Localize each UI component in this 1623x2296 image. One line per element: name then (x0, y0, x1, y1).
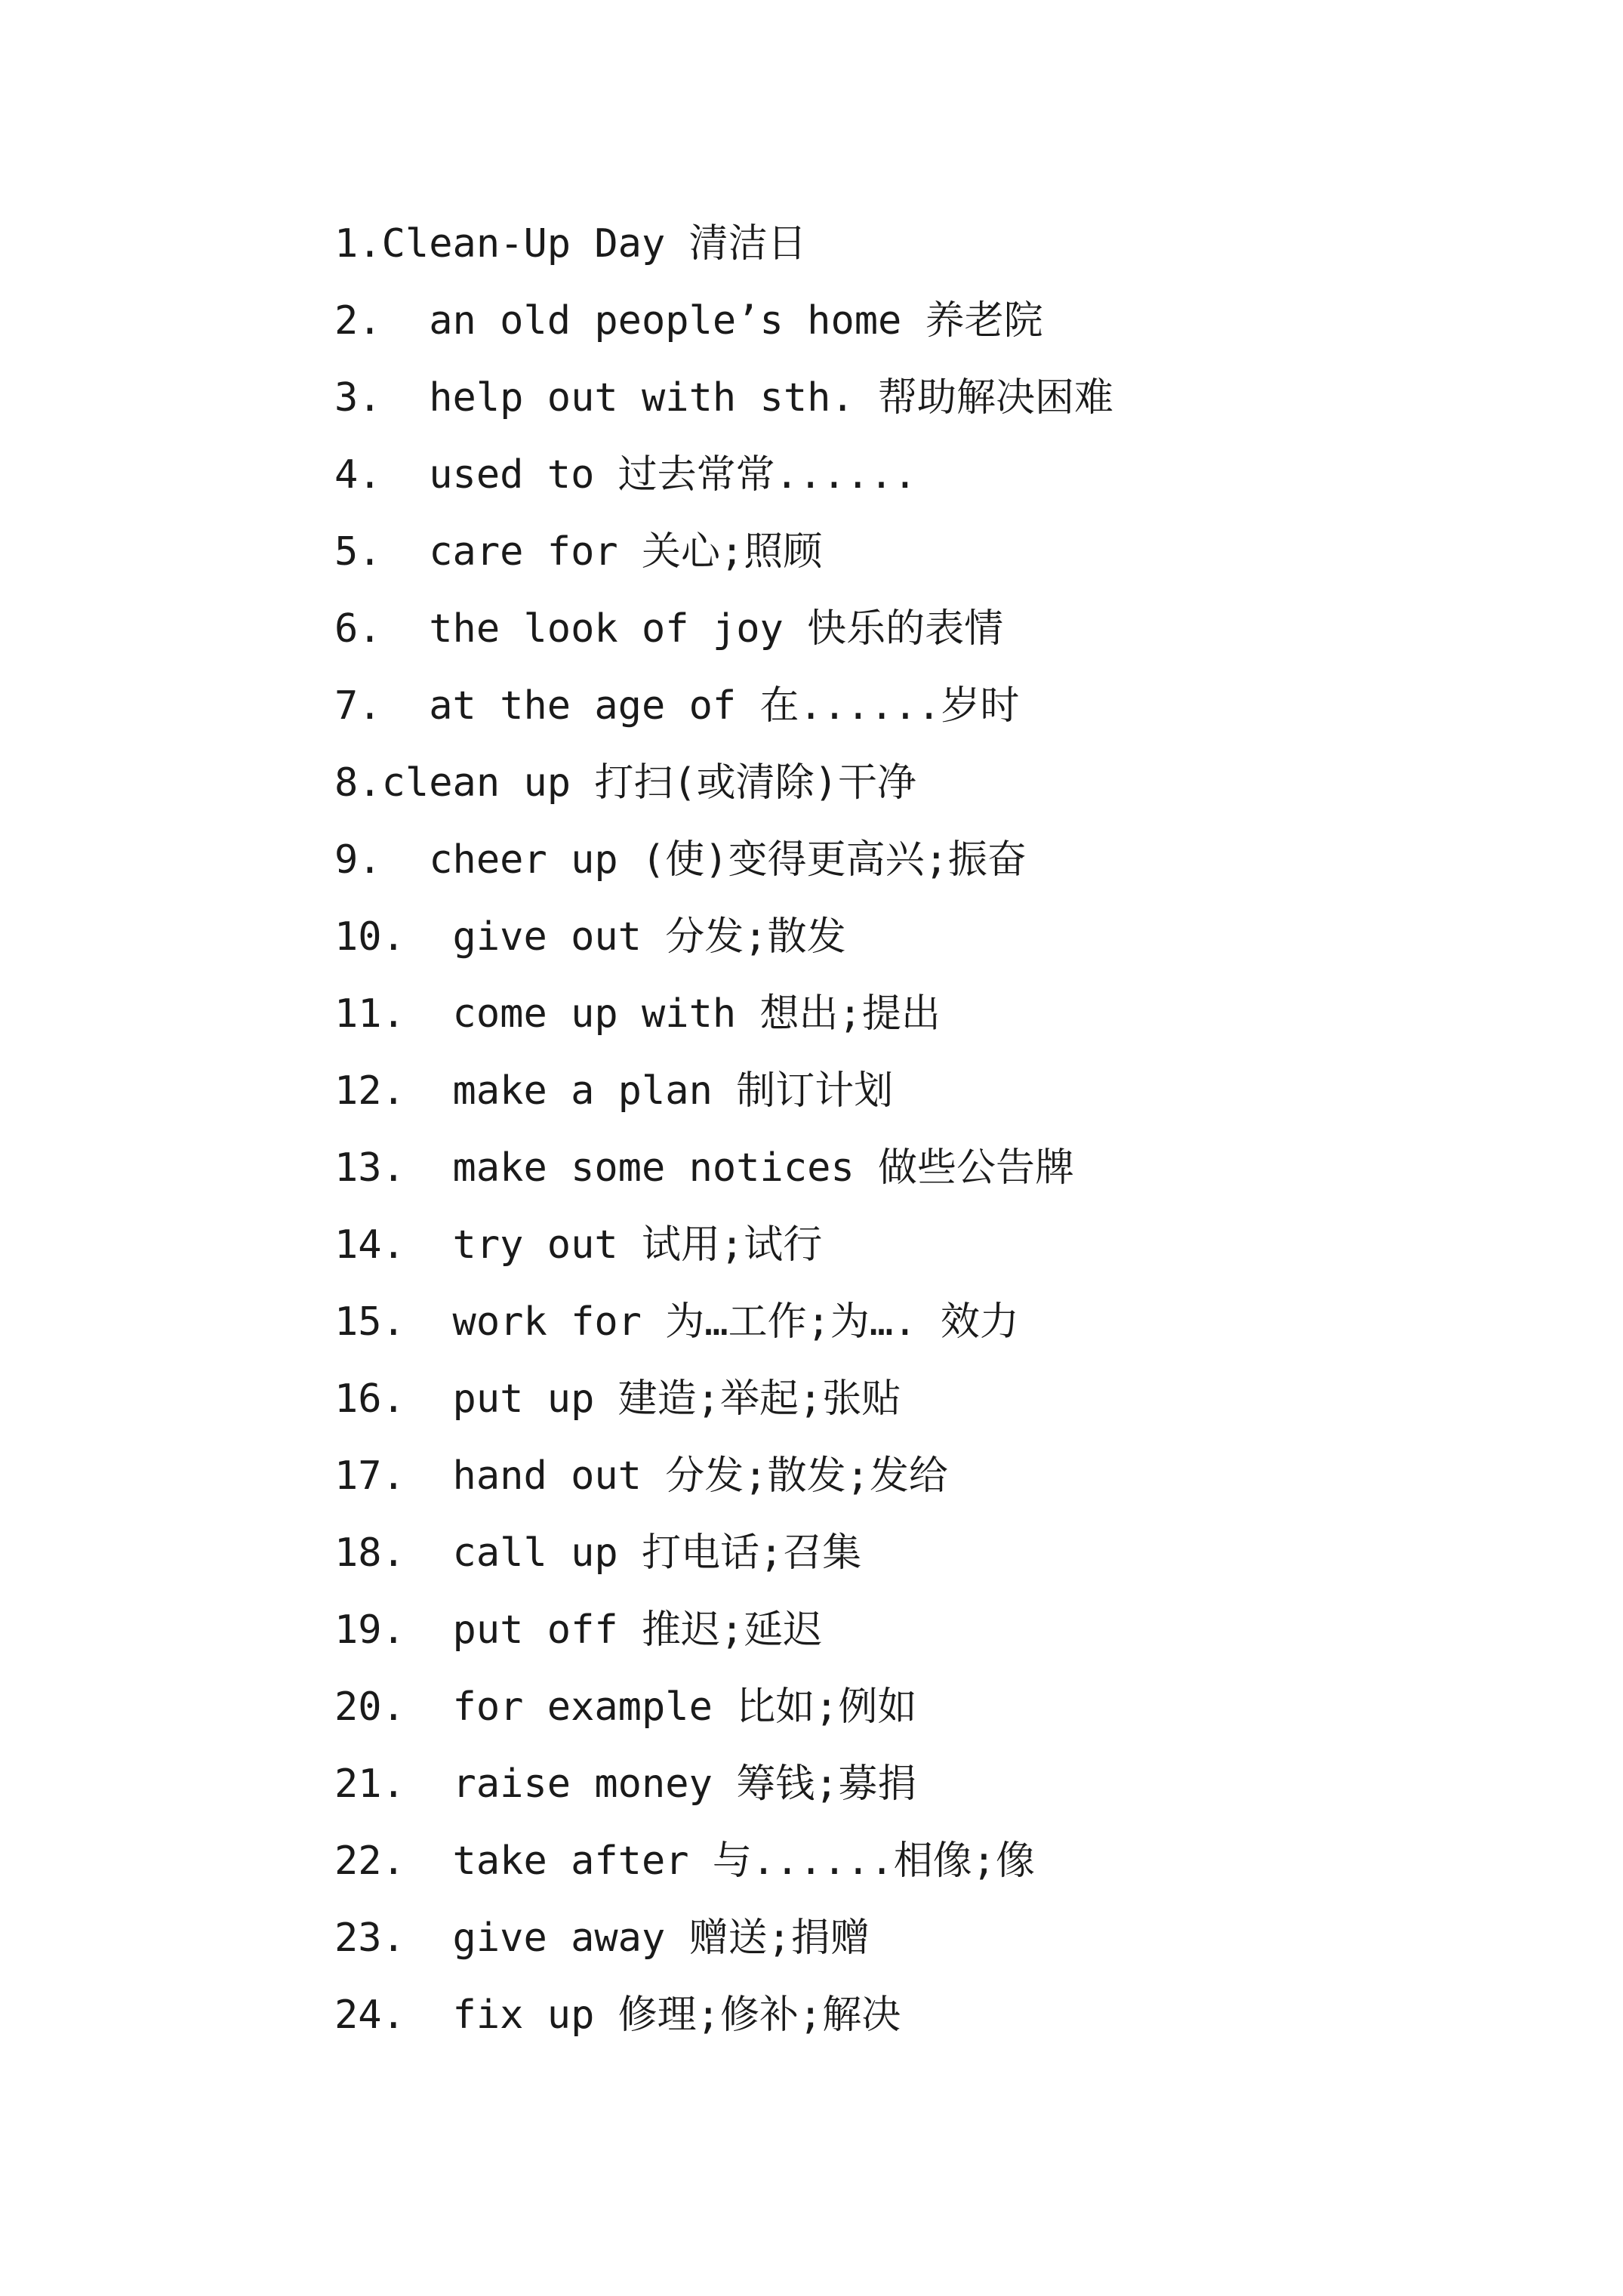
list-item: 9. cheer up (使)变得更高兴;振奋 (334, 837, 1027, 883)
list-item: 18. call up 打电话;召集 (334, 1530, 862, 1576)
list-item: 7. at the age of 在......岁时 (334, 683, 1020, 729)
list-item: 19. put off 推迟;延迟 (334, 1607, 823, 1653)
list-item: 15. work for 为…工作;为…. 效力 (334, 1299, 1019, 1345)
list-item: 16. put up 建造;举起;张贴 (334, 1376, 901, 1422)
list-item: 24. fix up 修理;修补;解决 (334, 1992, 901, 2038)
list-item: 11. come up with 想出;提出 (334, 991, 941, 1037)
list-item: 20. for example 比如;例如 (334, 1684, 917, 1730)
list-item: 1.Clean-Up Day 清洁日 (334, 221, 807, 267)
list-item: 14. try out 试用;试行 (334, 1222, 823, 1268)
list-item: 17. hand out 分发;散发;发给 (334, 1453, 948, 1499)
list-item: 10. give out 分发;散发 (334, 914, 846, 960)
vocabulary-list (334, 217, 1113, 2066)
list-item: 2. an old people’s home 养老院 (334, 298, 1043, 344)
list-item: 4. used to 过去常常...... (334, 452, 917, 498)
list-item: 8.clean up 打扫(或清除)干净 (334, 760, 916, 806)
list-item: 23. give away 赠送;捐赠 (334, 1915, 870, 1961)
list-item: 13. make some notices 做些公告牌 (334, 1145, 1075, 1191)
list-item: 3. help out with sth. 帮助解决困难 (334, 375, 1114, 421)
list-item: 22. take after 与......相像;像 (334, 1838, 1036, 1884)
list-item: 12. make a plan 制订计划 (334, 1068, 894, 1114)
list-item: 5. care for 关心;照顾 (334, 529, 823, 575)
list-item: 21. raise money 筹钱;募捐 (334, 1761, 917, 1807)
list-item: 6. the look of joy 快乐的表情 (334, 606, 1004, 652)
